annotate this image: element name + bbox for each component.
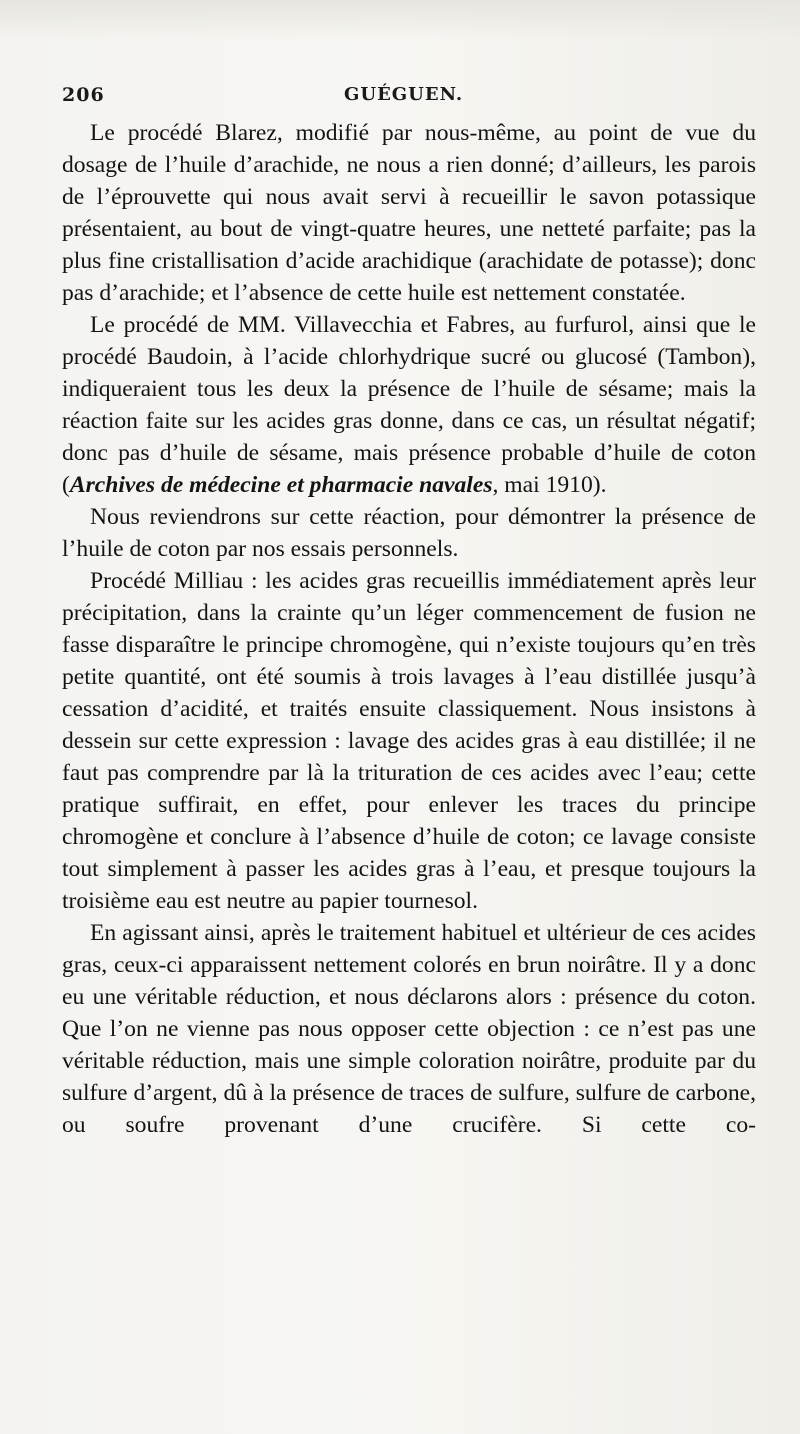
paragraph-milliau: Procédé Milliau : les acides gras recueillis immédiatement après leur précipitation, dans la crainte qu’un léger commencement de fusion ne fasse disparaître le principe chromogène, qui n’existe toujours qu’en très petite quantité, ont été soumis à trois lavages à l’eau distillée jusqu’à cessation d’acidité, et traités ensuite classiquement. Nous insistons à dessein sur cette expression : lavage des acides gras à eau distillée; il ne faut pas comprendre par là la trituration de ces acides avec l’eau; cette pratique suffirait, en effet, pour enlever les traces du principe chromogène et conclure à l’absence d’huile de coton; ce lavage consiste tout simplement à passer les acides gras à l’eau, et presque toujours la troisième eau est neutre au papier tournesol. (62, 568, 756, 914)
running-head (62, 84, 762, 114)
paragraph-blarez: Le procédé Blarez, modifié par nous-même, au point de vue du dosage de l’huile d’arachide, ne nous a rien donné; d’ailleurs, les parois de l’éprouvette qui nous avait servi à recueillir le savon potassique présentaient, au bout de vingt-quatre heures, une netteté parfaite; pas la plus fine cristallisation d’acide arachidique (arachidate de potasse); donc pas d’arachide; et l’absence de cette huile est nettement constatée. (62, 120, 756, 306)
page-top-shadow (0, 0, 800, 40)
body-text (62, 117, 756, 1141)
paragraph-villavecchia-text: Le procédé de MM. Villavecchia et Fabres, au furfurol, ainsi que le procédé Baudoin, à l’acide chlorhydrique sucré ou glucosé (Tambon), indiqueraient tous les deux la présence de l’huile de sésame; mais la réaction faite sur les acides gras donne, dans ce cas, un résultat négatif; donc pas d’huile de sésame, mais présence probable d’huile de coton ( (62, 312, 756, 498)
running-title: GUÉGUEN. (344, 84, 464, 105)
paragraph-villavecchia (62, 309, 756, 501)
journal-citation: Archives de médecine et pharmacie navales (69, 472, 493, 498)
citation-date: , mai 1910). (492, 472, 607, 498)
paragraph-agissant: En agissant ainsi, après le traitement habituel et ultérieur de ces acides gras, ceux-ci apparaissent nettement colorés en brun noirâtre. Il y a donc eu une véritable réduction, et nous déclarons alors : présence du coton. Que l’on ne vienne pas nous opposer cette objection : ce n’est pas une véritable réduction, mais une simple coloration noirâtre, produite par du sulfure d’argent, dû à la présence de traces de sulfure, sulfure de carbone, ou soufre provenant d’une crucifère. Si cette co- (62, 920, 756, 1138)
paragraph-reviendrons: Nous reviendrons sur cette réaction, pour démontrer la présence de l’huile de coton par nos essais personnels. (62, 504, 756, 562)
page-number: 206 (62, 84, 105, 106)
